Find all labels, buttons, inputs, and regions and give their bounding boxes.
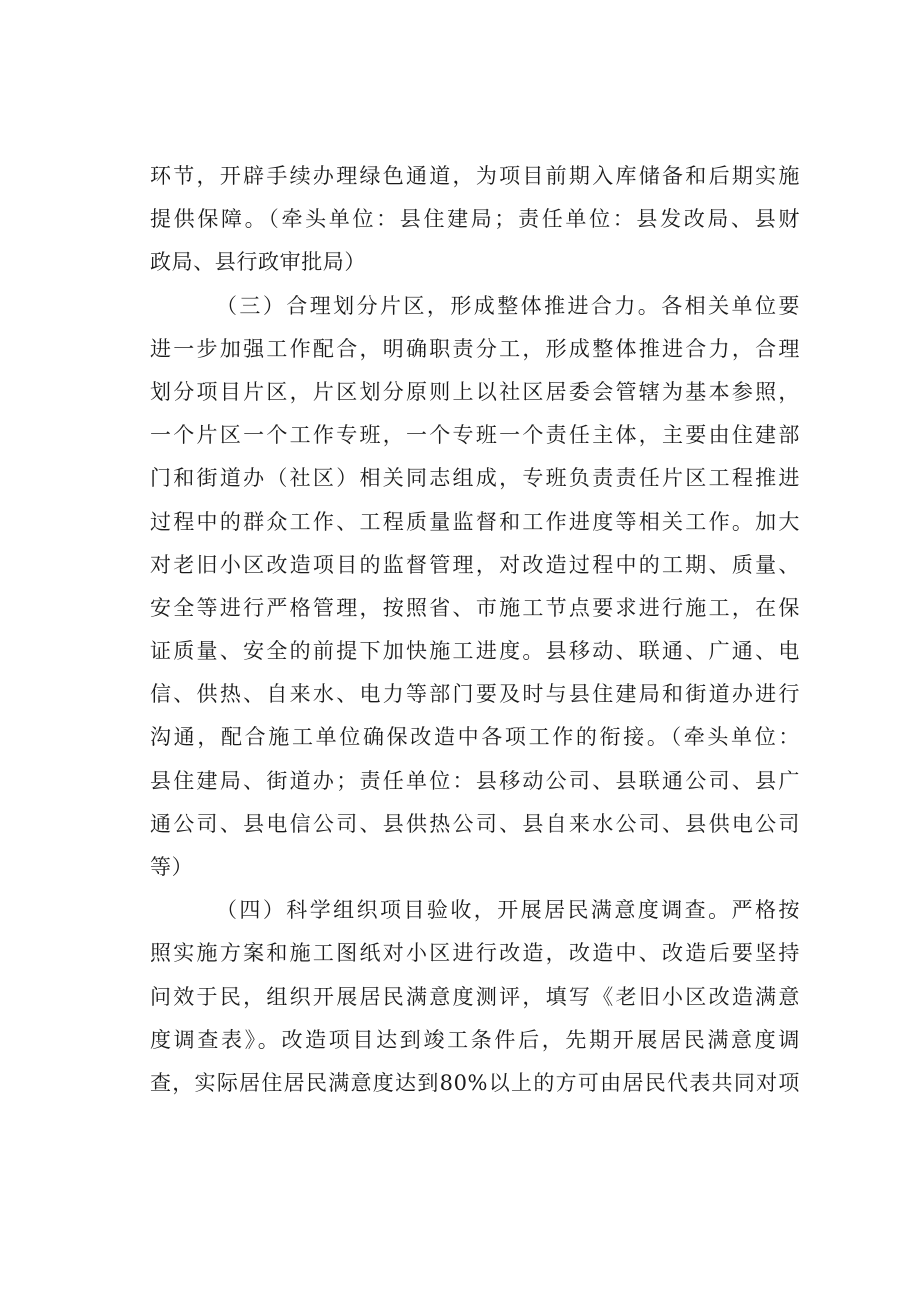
text-line: 政局、县行政审批局） bbox=[150, 250, 366, 275]
text-line: 沟通，配合施工单位确保改造中各项工作的衔接。（牵头单位： bbox=[150, 725, 800, 750]
text-line: 县住建局、街道办；责任单位：县移动公司、县联通公司、县广 bbox=[150, 768, 800, 793]
text-line: 度调查表》。改造项目达到竣工条件后，先期开展居民满意度调 bbox=[150, 1027, 800, 1052]
paragraph-heading-line: （四）科学组织项目验收，开展居民满意度调查。严格按 bbox=[216, 898, 800, 923]
text-line: 环节，开辟手续办理绿色通道，为项目前期入库储备和后期实施 bbox=[150, 164, 800, 188]
text-line: 划分项目片区，片区划分原则上以社区居委会管辖为基本参照， bbox=[150, 379, 800, 404]
text-line: 问效于民，组织开展居民满意度测评，填写《老旧小区改造满意 bbox=[150, 984, 800, 1009]
text-line: 通公司、县电信公司、县供热公司、县自来水公司、县供电公司 bbox=[150, 811, 800, 836]
text-line: 查，实际居住居民满意度达到80%以上的方可由居民代表共同对项 bbox=[150, 1070, 800, 1095]
text-line: 等） bbox=[150, 855, 194, 879]
text-line: 安全等进行严格管理，按照省、市施工节点要求进行施工，在保 bbox=[150, 595, 800, 620]
text-line: 门和街道办（社区）相关同志组成，专班负责责任片区工程推进 bbox=[150, 466, 800, 491]
text-line: 过程中的群众工作、工程质量监督和工作进度等相关工作。加大 bbox=[150, 509, 800, 534]
paragraph-heading-line: （三）合理划分片区，形成整体推进合力。各相关单位要 bbox=[216, 293, 800, 318]
document-body bbox=[150, 155, 800, 1105]
text-line: 提供保障。（牵头单位：县住建局；责任单位：县发改局、县财 bbox=[150, 207, 800, 232]
text-line: 信、供热、自来水、电力等部门要及时与县住建局和街道办进行 bbox=[150, 682, 800, 707]
text-line: 进一步加强工作配合，明确职责分工，形成整体推进合力，合理 bbox=[150, 336, 800, 361]
text-line: 照实施方案和施工图纸对小区进行改造，改造中、改造后要坚持 bbox=[150, 941, 800, 966]
text-line: 一个片区一个工作专班，一个专班一个责任主体，主要由住建部 bbox=[150, 423, 800, 448]
text-line: 证质量、安全的前提下加快施工进度。县移动、联通、广通、电 bbox=[150, 639, 800, 664]
text-line: 对老旧小区改造项目的监督管理，对改造过程中的工期、质量、 bbox=[150, 552, 800, 577]
